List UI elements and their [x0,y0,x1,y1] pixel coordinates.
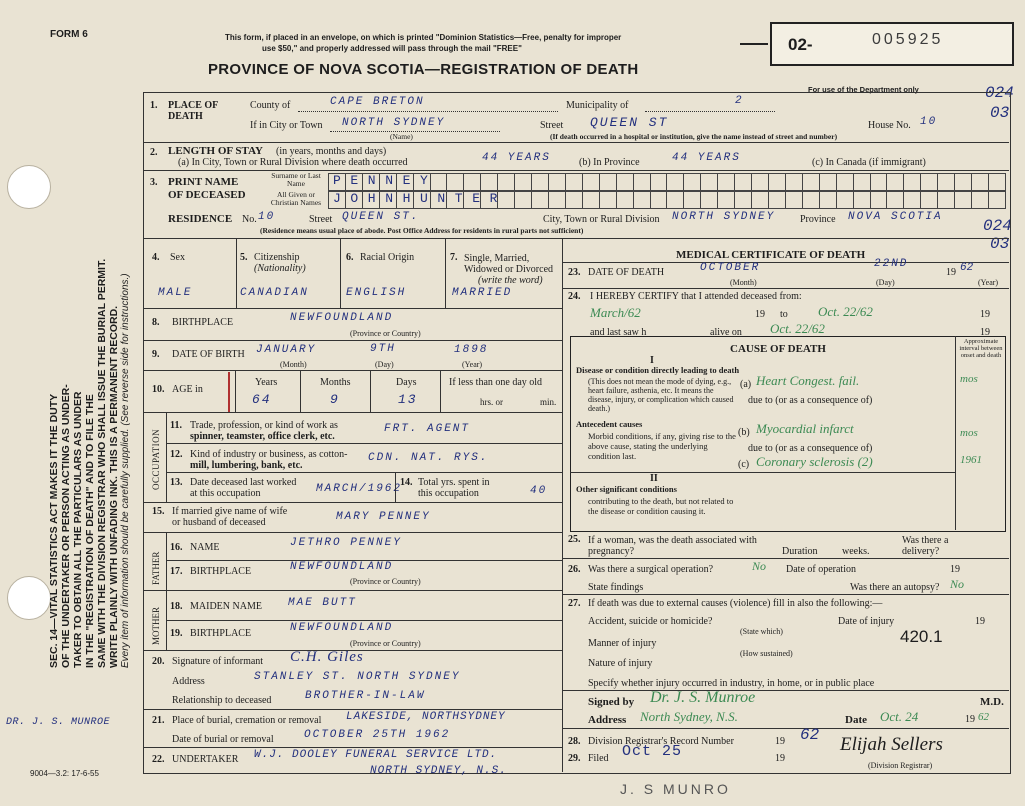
row-divider [562,288,1009,289]
county-label: County of [250,100,291,111]
birthplace-label: BIRTHPLACE [172,317,234,328]
nature-label: Nature of injury [588,658,653,669]
caption: (Name) [390,132,413,141]
dotted-line [645,111,775,112]
dotted-line [330,131,500,132]
section-number: 17. [170,566,183,577]
residence-city-value: NORTH SYDNEY [672,211,776,223]
mail-notice-1: This form, if placed in an envelope, on which is printed "Dominion Statistics—Free, penalty for improper [225,33,622,42]
cause-c-value: Coronary sclerosis (2) [756,454,873,469]
section-number: 28. [568,736,581,747]
signed-year-value: 62 [978,711,989,723]
street-value: QUEEN ST [590,115,669,130]
cause-c-interval: 1961 [960,454,982,466]
section-number: 7. [450,252,458,263]
informant-address-value: STANLEY ST. NORTH SYDNEY [254,671,461,683]
punch-hole [7,576,51,620]
last-seen-label: and last saw h [590,327,647,338]
stay-city-value: 44 YEARS [482,152,551,164]
undertaker-value: NORTH SYDNEY, N.S. [370,765,507,777]
caption: (write the word) [478,275,543,286]
cause-c-label: (c) [738,459,750,470]
side-notice [48,28,132,668]
year-prefix: 19 [980,327,990,338]
father-name-label: NAME [190,542,220,553]
death-year-prefix: 19 [946,267,956,278]
informant-signature: C.H. Giles [290,649,364,665]
antecedent-desc: Morbid conditions, if any, giving rise to the above cause, stating the underlying condition last. [588,431,736,461]
age-months-value: 9 [330,392,340,407]
section-number: 15. [152,506,165,517]
year-prefix: 19 [775,736,785,747]
caption: (State which) [740,627,783,636]
row-divider [166,443,562,444]
red-check-mark [228,372,230,412]
months-label: Months [320,377,351,388]
trade-label: spinner, teamster, office clerk, etc. [190,431,335,442]
section-number: 27. [568,598,581,609]
section-number: 2. [150,147,158,158]
section-number: 4. [152,252,160,263]
punch-hole [7,165,51,209]
mother-maiden-name-label: MAIDEN NAME [190,601,262,612]
total-years-value: 40 [530,485,548,497]
classification-code: 420.1 [900,627,943,646]
side-notice-line: Every item of information should be carefully supplied. (See reverse side for instructions.) [120,273,131,668]
caption: (Month) [730,278,757,287]
min-label: min. [540,397,557,407]
father-birthplace-label: BIRTHPLACE [190,566,252,577]
cause-a-interval: mos [960,373,978,385]
section-number: 22. [152,754,165,765]
attended-from-value: March/62 [590,305,641,320]
caption: (Day) [876,278,895,287]
column-divider [562,238,563,772]
section-divider [143,142,1009,143]
dotted-line [298,111,558,112]
cause-a-value: Heart Congest. fail. [756,373,860,388]
birth-month-value: JANUARY [256,344,317,356]
duration-label: Duration [782,546,818,557]
caption: (Month) [280,360,307,369]
municipality-value: 2 [735,95,744,107]
autopsy-label: Was there an autopsy? [850,582,940,593]
record-year-value: 62 [800,726,820,744]
mother-birthplace-value: NEWFOUNDLAND [290,622,394,634]
last-worked-value: MARCH/1962 [316,483,403,495]
year-prefix: 19 [755,309,765,320]
informant-address-label: Address [172,676,205,687]
other-conditions-desc: contributing to the death, but not related to the disease or condition causing it. [588,496,734,516]
year-prefix: 19 [980,309,990,320]
house-label: House No. [868,120,911,131]
row-divider [562,558,1009,559]
less-than-day-label: If less than one day old [449,377,543,388]
row-divider [143,747,562,748]
residence-street-label: Street [309,214,333,225]
father-birthplace-value: NEWFOUNDLAND [290,561,394,573]
caption: (Nationality) [254,263,306,274]
death-year-value: 62 [960,262,974,274]
residence-no-value: 10 [258,211,276,223]
residence-note: (Residence means usual place of abode. Post Office Address for residents in rural parts not sufficient) [260,226,584,235]
dept-code: 024 [983,217,1012,235]
undertaker-label: UNDERTAKER [172,754,239,765]
year-prefix: 19 [950,564,960,575]
residence-label: RESIDENCE [168,213,233,225]
filed-label: Filed [588,753,609,764]
row-divider [166,472,562,473]
section-number: 9. [152,349,160,360]
caption: (Division Registrar) [868,761,933,770]
caption: (Province or Country) [350,577,421,586]
house-value: 10 [920,116,938,128]
section-number: 12. [170,449,183,460]
row-divider [570,472,955,473]
total-years-label: this occupation [418,488,479,499]
section-number: 3. [150,177,158,188]
trade-label: Trade, profession, or kind of work as [190,420,338,431]
row-divider [562,262,1009,263]
row-divider [143,532,562,533]
informant-label: Signature of informant [172,656,264,667]
due-to-label: due to (or as a consequence of) [748,395,873,406]
spouse-value: MARY PENNEY [336,511,431,523]
dash-mark [740,43,768,45]
surname-value: PENNEY [333,173,438,188]
caption: (How sustained) [740,649,793,658]
side-notice-line: SEC. 14—VITAL STATISTICS ACT MAKES IT THE DUTY [48,393,60,668]
section-number: 6. [346,252,354,263]
findings-label: State findings [588,582,644,593]
municipality-label: Municipality of [566,100,629,111]
row-divider [143,709,562,710]
row-divider [562,594,1009,595]
mother-maiden-name-value: MAE BUTT [288,597,357,609]
interval-header: Approximate interval between onset and death [959,338,1003,359]
side-notice-line: IN THE "REGISTRATION OF DEATH" AND TO FILE THE [84,394,96,668]
marital-status-value: MARRIED [452,287,513,299]
immediate-cause-label: Disease or condition directly leading to death [576,365,740,375]
filed-date-value: Oct 25 [622,743,683,760]
section-number: 13. [170,477,183,488]
hrs-label: hrs. or [480,397,503,407]
age-years-value: 64 [252,392,272,407]
form-code: 9004—3.2: 17-6-55 [30,769,99,778]
signed-date-value: Oct. 24 [880,709,919,724]
section-number: 23. [568,267,581,278]
registrar-signature: Elijah Sellers [840,734,943,755]
sex-value: MALE [158,287,193,299]
undertaker-value: W.J. DOOLEY FUNERAL SERVICE LTD. [254,749,498,761]
alive-on-value: Oct. 22/62 [770,321,825,336]
cell-divider [440,370,441,412]
cell-divider [235,370,236,412]
given-names-label: All Given or Christian Names [270,190,322,207]
relationship-value: BROTHER-IN-LAW [305,690,426,702]
father-name-value: JETHRO PENNEY [290,537,402,549]
registration-number-box [770,22,1014,66]
total-years-label: Total yrs. spent in [418,477,490,488]
sex-label: Sex [170,252,185,263]
bottom-signature: J. S MUNRO [620,781,731,797]
antecedent-label: Antecedent causes [576,419,643,429]
section-number: 18. [170,601,183,612]
year-prefix: 19 [965,714,975,725]
age-days-value: 13 [398,392,418,407]
birthplace-value: NEWFOUNDLAND [290,312,394,324]
mail-notice-2: use $50," and properly addressed will pass through the mail "FREE" [262,44,522,53]
weeks-label: weeks. [842,546,870,557]
stay-city-label: (a) In City, Town or Rural Division where death occurred [178,157,408,168]
cause-of-death-header: CAUSE OF DEATH [730,343,826,355]
city-label: If in City or Town [250,120,323,131]
residence-city-label: City, Town or Rural Division [543,214,660,225]
due-to-label: due to (or as a consequence of) [748,443,873,454]
industry-label: mill, lumbering, bank, etc. [190,460,303,471]
caption: (Year) [978,278,999,287]
row-divider [143,412,562,413]
immediate-cause-desc: (This does not mean the mode of dying, e.g., heart failure, asthenia, etc. It means the disease, injury, or complication which caused death.) [588,377,734,413]
attended-to-value: Oct. 22/62 [818,304,873,319]
physician-address-value: North Sydney, N.S. [640,709,738,724]
year-prefix: 19 [775,753,785,764]
age-label: AGE in [172,384,203,395]
mother-birthplace-label: BIRTHPLACE [190,628,252,639]
signed-date-label: Date [845,714,867,726]
burial-place-label: Place of burial, cremation or removal [172,715,322,726]
section-number: 5. [240,252,248,263]
cause-b-label: (b) [738,427,750,438]
cell-divider [340,238,341,308]
row-divider [143,502,562,503]
section-number: 24. [568,291,581,302]
side-notice-line: TAKER TO OBTAIN ALL THE PARTICULARS AS UNDER [72,391,84,668]
surname-label: Surname or Last Name [271,171,321,188]
external-causes-label: If death was due to external causes (violence) fill in also the following:— [588,598,883,609]
interval-column-divider [955,336,956,530]
form-number: FORM 6 [50,29,88,40]
place-of-death-label: PLACE OF DEATH [168,100,218,122]
hospital-note: (If death occurred in a hospital or institution, give the name instead of street and number) [550,132,838,141]
industry-label: Kind of industry or business, as cotton- [190,449,348,460]
operation-value: No [752,559,767,573]
birth-day-value: 9TH [370,343,396,355]
caption: (Year) [462,360,483,369]
caption: (Province or Country) [350,639,421,648]
cause-b-interval: mos [960,427,978,439]
registration-prefix: 02- [788,35,813,54]
medical-certificate-header: MEDICAL CERTIFICATE OF DEATH [676,249,866,261]
citizenship-value: CANADIAN [240,287,309,299]
row-divider [143,308,562,309]
row-divider [143,370,562,371]
cause-b-value: Myocardial infarct [756,421,854,436]
signed-by-label: Signed by [588,696,635,708]
section-number: 29. [568,753,581,764]
residence-no-label: No. [242,214,257,225]
racial-origin-label: Racial Origin [360,252,415,263]
section-number: 19. [170,628,183,639]
manner-label: Manner of injury [588,638,657,649]
racial-origin-value: ENGLISH [346,287,407,299]
section-number: 16. [170,542,183,553]
city-value: NORTH SYDNEY [342,117,446,129]
section-number: 8. [152,317,160,328]
row-divider [562,728,1009,729]
specify-label: Specify whether injury occurred in industry, in home, or in public place [588,678,875,689]
side-notice-line: WRITE PLAINLY WITH UNFADING INK. THIS IS A PERMANENT RECORD. [108,305,120,668]
department-use: For use of the Department only [808,85,919,94]
date-of-death-label: DATE OF DEATH [588,267,665,278]
caption: (Province or Country) [350,329,421,338]
stay-province-label: (b) In Province [579,157,640,168]
certify-label: I HEREBY CERTIFY that I attended deceased from: [590,291,802,302]
cell-divider [236,238,237,308]
operation-date-label: Date of operation [786,564,856,575]
residence-province-value: NOVA SCOTIA [848,211,943,223]
cell-divider [395,472,396,502]
signed-by-value: Dr. J. S. Munroe [650,689,756,706]
mother-label: MOTHER [151,607,161,645]
attended-to-label: to [780,309,788,320]
pregnancy-label: If a woman, was the death associated with pregnancy? [588,535,757,557]
cause-a-label: (a) [740,379,752,390]
md-label: M.D. [980,696,1004,708]
length-of-stay-label: LENGTH OF STAY [168,145,263,157]
death-month-value: OCTOBER [700,262,761,274]
row-divider [166,620,562,621]
birth-year-value: 1898 [454,344,489,356]
cell-divider [166,532,167,650]
cell-divider [370,370,371,412]
section-number: 21. [152,715,165,726]
days-label: Days [396,377,417,388]
caption: (Day) [375,360,394,369]
county-value: CAPE BRETON [330,96,425,108]
caption: (in years, months and days) [276,146,387,157]
alive-on-label: alive on [710,327,742,338]
section-number: 20. [152,656,165,667]
date-of-birth-label: DATE OF BIRTH [172,349,245,360]
section-number: 14. [400,477,413,488]
section-number: 25. [568,534,581,545]
cell-divider [300,370,301,412]
row-divider [143,340,562,341]
section-number: 26. [568,564,581,575]
industry-value: CDN. NAT. RYS. [368,452,489,464]
row-divider [143,590,562,591]
trade-value: FRT. AGENT [384,423,471,435]
section-divider [143,238,1009,239]
other-conditions-label: Other significant conditions [576,484,677,494]
street-label: Street [540,120,564,131]
residence-province-label: Province [800,214,836,225]
marital-status-label: Single, Married, Widowed or Divorced [464,253,554,275]
occupation-label: OCCUPATION [151,428,161,490]
citizenship-label: Citizenship [254,252,300,263]
last-worked-label: Date deceased last worked [190,477,297,488]
part-one-label: I [650,355,654,366]
form-title: PROVINCE OF NOVA SCOTIA—REGISTRATION OF DEATH [208,61,639,78]
year-prefix: 19 [975,616,985,627]
spouse-label: If married give name of wife [172,506,288,517]
death-day-value: 22ND [874,258,909,270]
injury-date-label: Date of injury [838,616,895,627]
section-number: 1. [150,100,158,111]
cell-divider [445,238,446,308]
delivery-label: Was there a delivery? [902,535,949,557]
burial-date-value: OCTOBER 25TH 1962 [304,729,451,741]
dept-code: 03 [990,235,1010,253]
registration-number: 005925 [872,31,944,48]
row-divider [562,690,1009,691]
physician-address-label: Address [588,714,627,726]
burial-date-label: Date of burial or removal [172,734,274,745]
father-label: FATHER [151,551,161,585]
side-notice-line: SAME WITH THE DIVISION REGISTRAR WHO SHALL ISSUE THE BURIAL PERMIT. [96,258,108,668]
years-label: Years [255,377,278,388]
given-names-value: JOHNHUNTER [333,191,508,206]
stay-canada-label: (c) In Canada (if immigrant) [812,157,926,168]
part-two-label: II [650,473,658,484]
margin-note: DR. J. S. MUNROE [6,717,111,728]
burial-place-value: LAKESIDE, NORTHSYDNEY [346,711,506,723]
print-name-label: PRINT NAME [168,176,239,188]
section-number: 10. [152,384,165,395]
cell-divider [166,412,167,502]
record-number-label: Division Registrar's Record Number [588,736,734,747]
stay-province-value: 44 YEARS [672,152,741,164]
print-name-label: OF DECEASED [168,189,246,201]
side-notice-line: OF THE UNDERTAKER OR PERSON ACTING AS UNDER- [60,384,72,668]
autopsy-value: No [950,577,965,591]
section-number: 11. [170,420,182,431]
dept-code: 03 [990,104,1010,122]
relationship-label: Relationship to deceased [172,695,272,706]
accident-label: Accident, suicide or homicide? [588,616,713,627]
last-worked-label: at this occupation [190,488,261,499]
operation-label: Was there a surgical operation? [588,564,714,575]
spouse-label: or husband of deceased [172,517,266,528]
dept-code: 024 [985,84,1014,102]
residence-street-value: QUEEN ST. [342,211,420,223]
